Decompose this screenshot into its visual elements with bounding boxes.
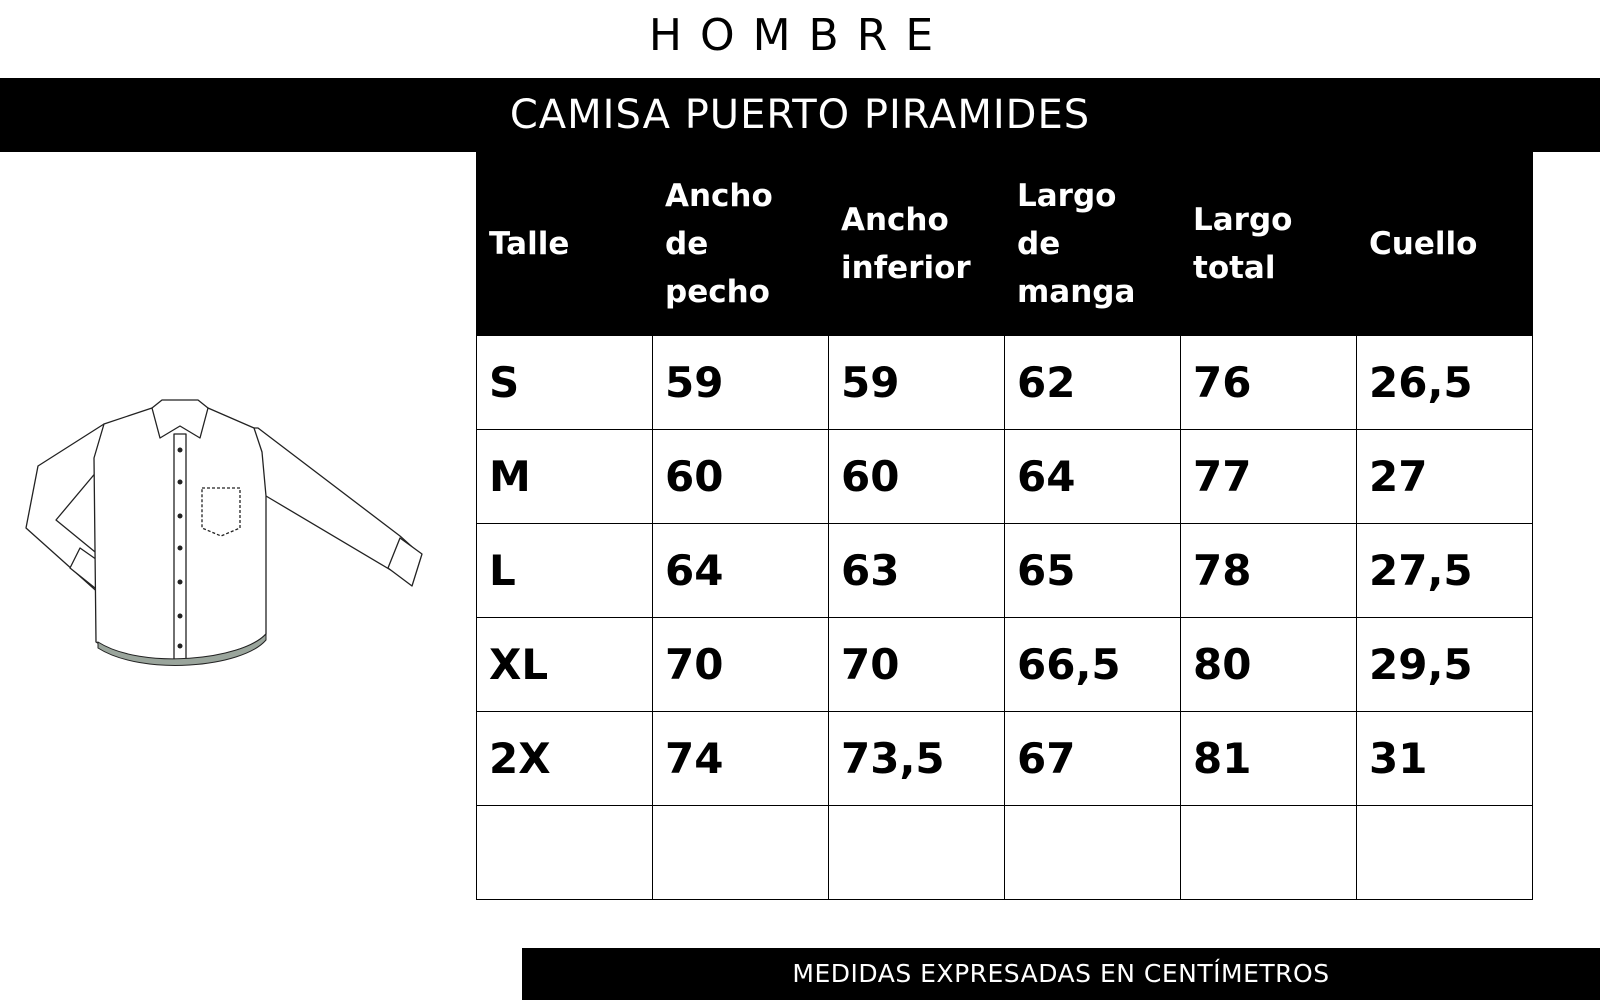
table-header-row [477,153,1533,336]
column-header: Ancho inferior [829,153,1005,336]
table-cell [653,806,829,900]
category-title: HOMBRE [648,10,952,61]
column-header: Talle [477,153,653,336]
product-banner [0,78,1600,152]
table-cell: S [477,336,653,430]
table-cell: 65 [1005,524,1181,618]
table-cell: 59 [653,336,829,430]
table-cell: M [477,430,653,524]
table-row-empty [477,806,1533,900]
table-cell: 74 [653,712,829,806]
footer-banner [522,948,1600,1000]
table-cell: 67 [1005,712,1181,806]
table-row [477,336,1533,430]
table-cell: 60 [653,430,829,524]
table-cell: 64 [653,524,829,618]
table-row [477,712,1533,806]
column-header: Largo total [1181,153,1357,336]
size-table [476,152,1533,900]
table-cell: L [477,524,653,618]
table-cell: 70 [653,618,829,712]
table-cell: 73,5 [829,712,1005,806]
table-cell: 26,5 [1357,336,1533,430]
table-cell: 62 [1005,336,1181,430]
column-header: Largo de manga [1005,153,1181,336]
table-cell: 60 [829,430,1005,524]
table-cell: 29,5 [1357,618,1533,712]
table-cell: 64 [1005,430,1181,524]
units-note: MEDIDAS EXPRESADAS EN CENTÍMETROS [792,959,1330,988]
table-cell: 78 [1181,524,1357,618]
table-cell: 80 [1181,618,1357,712]
table-row [477,524,1533,618]
product-title: CAMISA PUERTO PIRAMIDES [509,92,1091,138]
table-row [477,618,1533,712]
table-cell: 77 [1181,430,1357,524]
table-cell: 76 [1181,336,1357,430]
table-cell [1357,806,1533,900]
table-cell: 63 [829,524,1005,618]
table-cell: XL [477,618,653,712]
table-cell [829,806,1005,900]
table-cell: 66,5 [1005,618,1181,712]
table-cell [1181,806,1357,900]
table-cell: 81 [1181,712,1357,806]
table-cell: 59 [829,336,1005,430]
table-cell: 31 [1357,712,1533,806]
shirt-illustration [22,398,434,688]
table-cell: 70 [829,618,1005,712]
column-header: Ancho de pecho [653,153,829,336]
table-cell: 27 [1357,430,1533,524]
table-cell: 2X [477,712,653,806]
table-cell [1005,806,1181,900]
table-cell [477,806,653,900]
column-header: Cuello [1357,153,1533,336]
table-cell: 27,5 [1357,524,1533,618]
table-row [477,430,1533,524]
